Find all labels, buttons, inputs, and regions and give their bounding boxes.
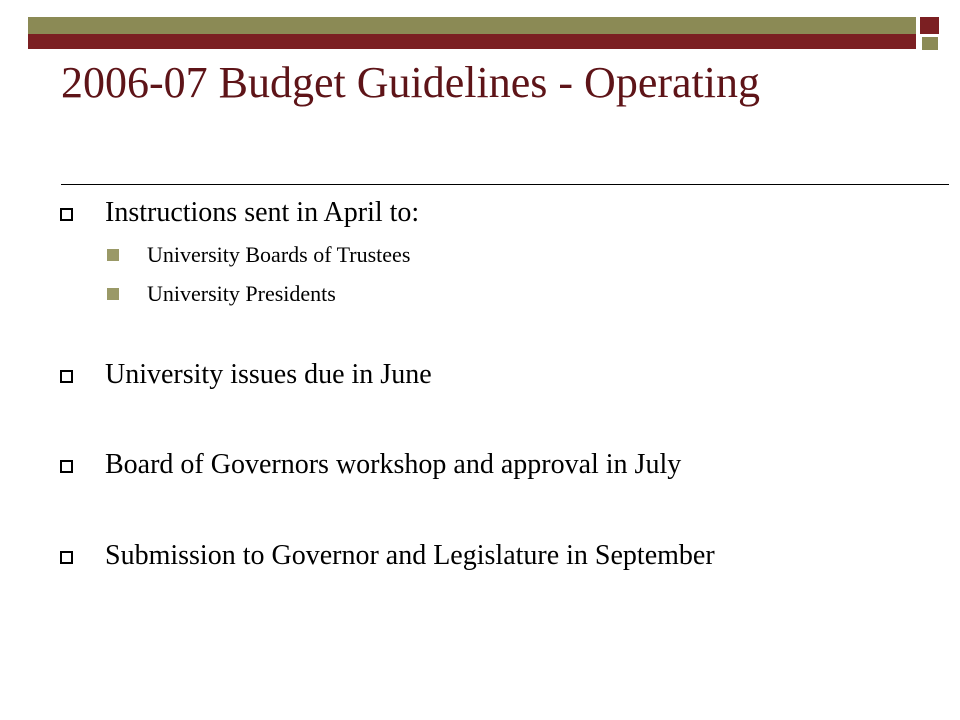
subbullet-text: University Presidents	[147, 281, 336, 306]
slide-title: 2006-07 Budget Guidelines - Operating	[61, 58, 760, 107]
filled-square-bullet-icon	[107, 288, 119, 300]
corner-square-olive	[922, 37, 938, 50]
bullet-text: University issues due in June	[105, 359, 432, 390]
header-band-maroon	[28, 34, 916, 49]
subbullet-presidents	[107, 282, 336, 306]
bullet-text: Instructions sent in April to:	[105, 197, 420, 228]
hollow-square-bullet-icon	[60, 208, 73, 221]
header-band-olive	[28, 17, 916, 34]
title-divider	[61, 184, 949, 185]
corner-square-maroon	[920, 17, 939, 34]
filled-square-bullet-icon	[107, 249, 119, 261]
hollow-square-bullet-icon	[60, 370, 73, 383]
bullet-instructions	[60, 198, 900, 228]
bullet-submission	[60, 541, 760, 571]
subbullet-text: University Boards of Trustees	[147, 242, 411, 267]
bullet-university-issues	[60, 360, 900, 390]
hollow-square-bullet-icon	[60, 551, 73, 564]
bullet-text: Board of Governors workshop and approval in July	[105, 449, 682, 480]
bullet-board-workshop	[60, 450, 900, 480]
subbullet-boards-of-trustees	[107, 243, 410, 267]
bullet-text: Submission to Governor and Legislature in September	[105, 540, 715, 571]
hollow-square-bullet-icon	[60, 460, 73, 473]
